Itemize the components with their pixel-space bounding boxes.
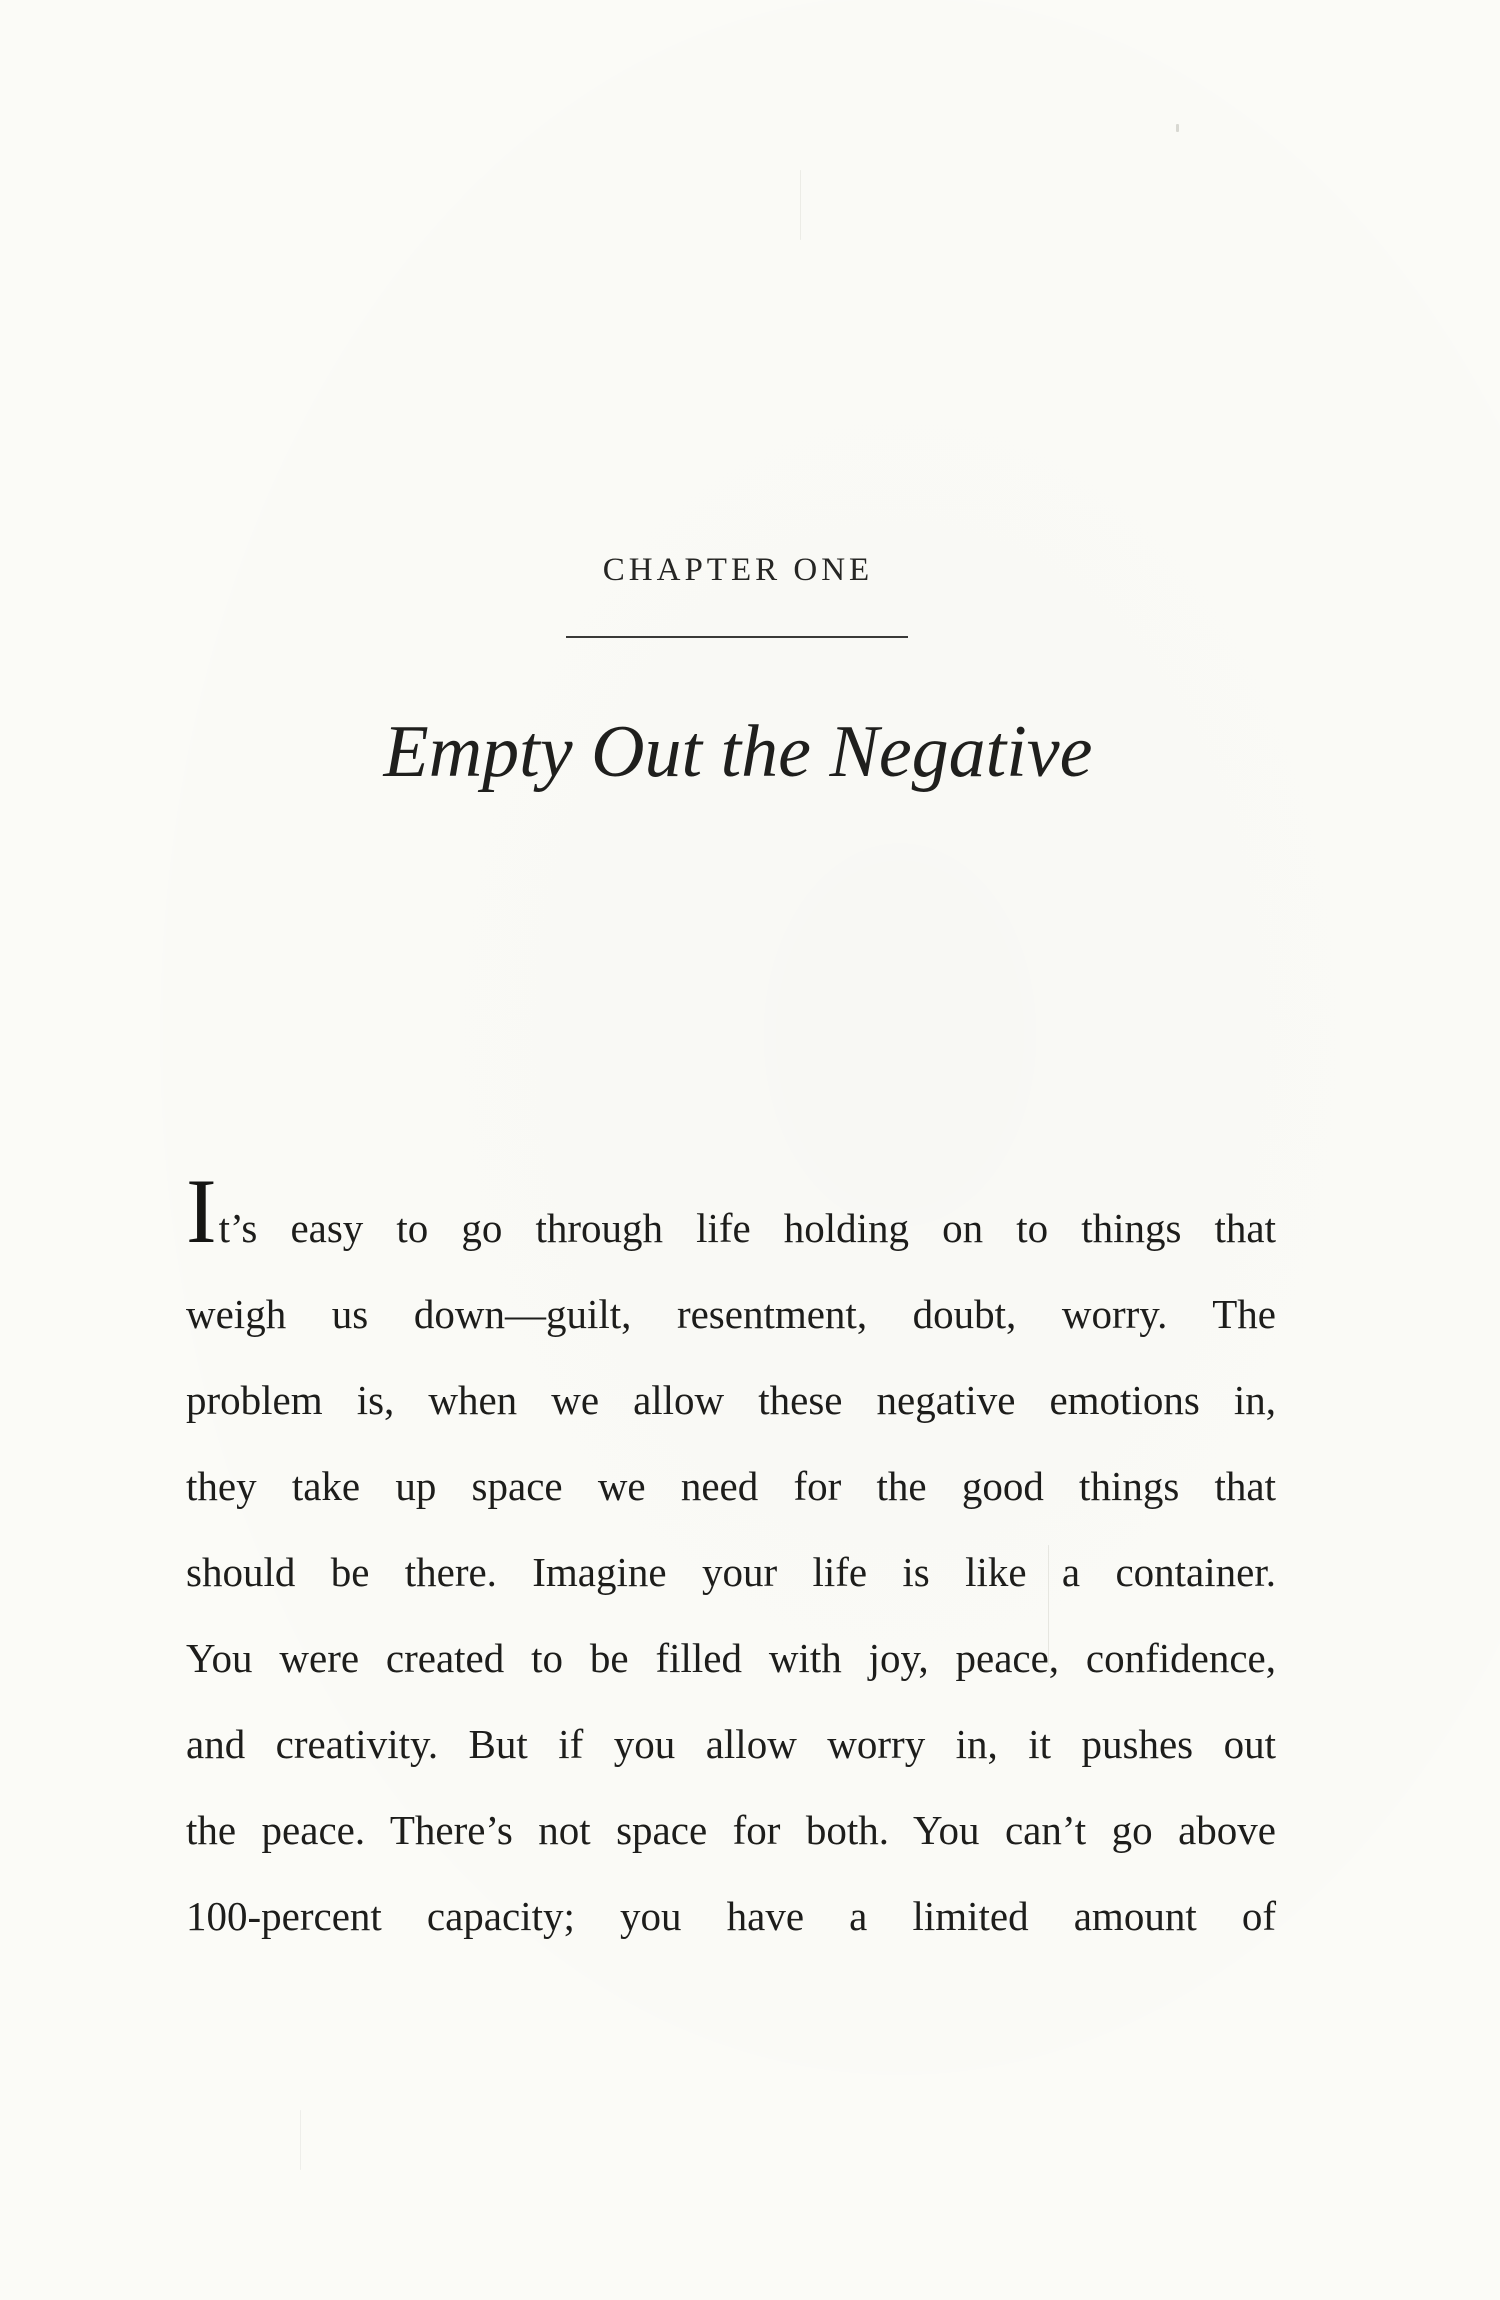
chapter-divider	[566, 636, 908, 638]
body-line: weigh us down—guilt, resentment, doubt, worry. The	[186, 1291, 1276, 1337]
body-line: It’s easy to go through life holding on to things that	[186, 1160, 1276, 1262]
chapter-label: CHAPTER ONE	[602, 552, 874, 588]
body-line: You were created to be filled with joy, peace, confidence,	[186, 1635, 1276, 1681]
body-line: 100-percent capacity; you have a limited amount of	[186, 1893, 1276, 1939]
body-paragraph	[186, 1160, 1276, 1959]
body-line: they take up space we need for the good things that	[186, 1463, 1276, 1509]
chapter-title: Empty Out the Negative	[383, 711, 1093, 793]
drop-cap: I	[186, 1160, 217, 1262]
body-line: should be there. Imagine your life is like a container.	[186, 1549, 1276, 1595]
body-line: and creativity. But if you allow worry in, it pushes out	[186, 1721, 1276, 1767]
body-line: problem is, when we allow these negative emotions in,	[186, 1377, 1276, 1423]
body-line: the peace. There’s not space for both. You can’t go above	[186, 1807, 1276, 1853]
